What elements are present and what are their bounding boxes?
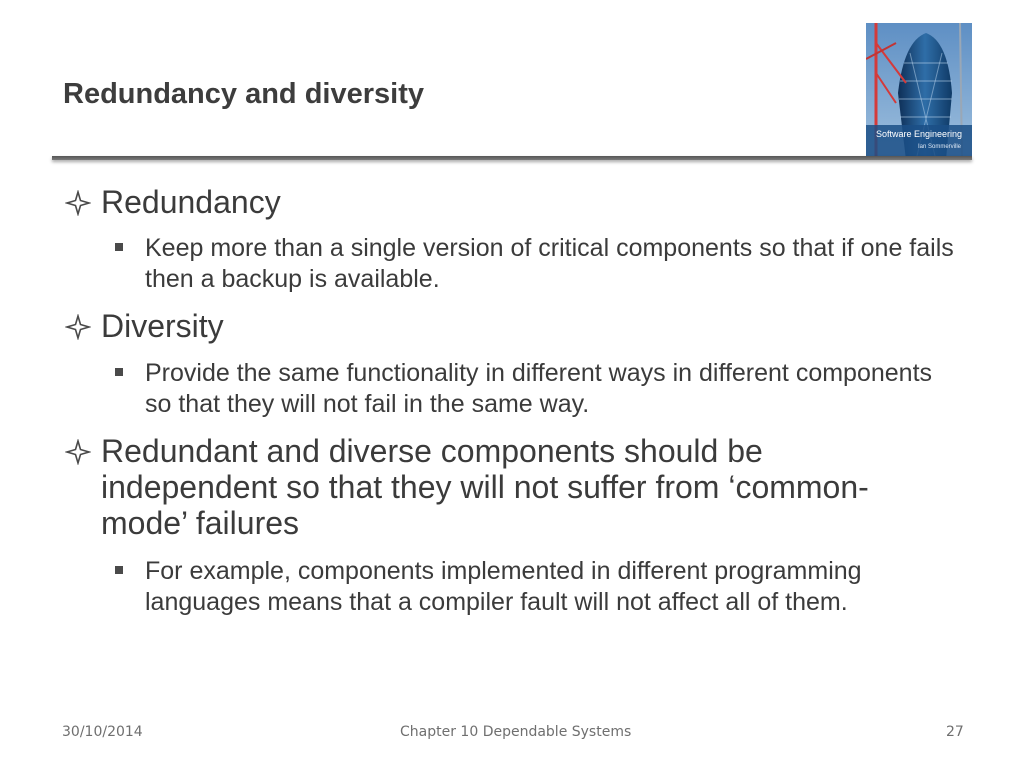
square-bullet-icon [115, 368, 123, 376]
bullet-text: Redundant and diverse components should be independent so that they will not suffer from ‘common-mode’ failures [101, 433, 869, 541]
footer-chapter: Chapter 10 Dependable Systems [400, 724, 632, 740]
four-point-star-outline-icon [65, 311, 91, 337]
bullet-text: Diversity [101, 308, 224, 344]
bullet-text: Provide the same functionality in different ways in different components so that they will not fail in the same way. [145, 359, 933, 418]
four-point-star-outline-icon [65, 436, 91, 462]
bullet-level2 [145, 358, 965, 420]
slide-title: Redundancy and diversity [63, 78, 424, 110]
footer-date: 30/10/2014 [62, 724, 143, 740]
bullet-level1 [101, 308, 941, 344]
book-cover-title: Software Engineering [876, 129, 963, 139]
bullet-level2 [145, 556, 965, 618]
bullet-text: For example, components implemented in different programming languages means that a compiler fault will not affect all of them. [145, 557, 862, 616]
bullet-text: Redundancy [101, 184, 281, 220]
bullet-level1 [101, 184, 941, 220]
footer-page-number: 27 [946, 724, 964, 740]
bullet-level1 [101, 433, 941, 541]
square-bullet-icon [115, 566, 123, 574]
bullet-text: Keep more than a single version of critical components so that if one fails then a backup is available. [145, 234, 954, 293]
book-cover-author: Ian Sommerville [918, 144, 962, 150]
bullet-level2 [145, 233, 965, 295]
four-point-star-outline-icon [65, 187, 91, 213]
square-bullet-icon [115, 243, 123, 251]
